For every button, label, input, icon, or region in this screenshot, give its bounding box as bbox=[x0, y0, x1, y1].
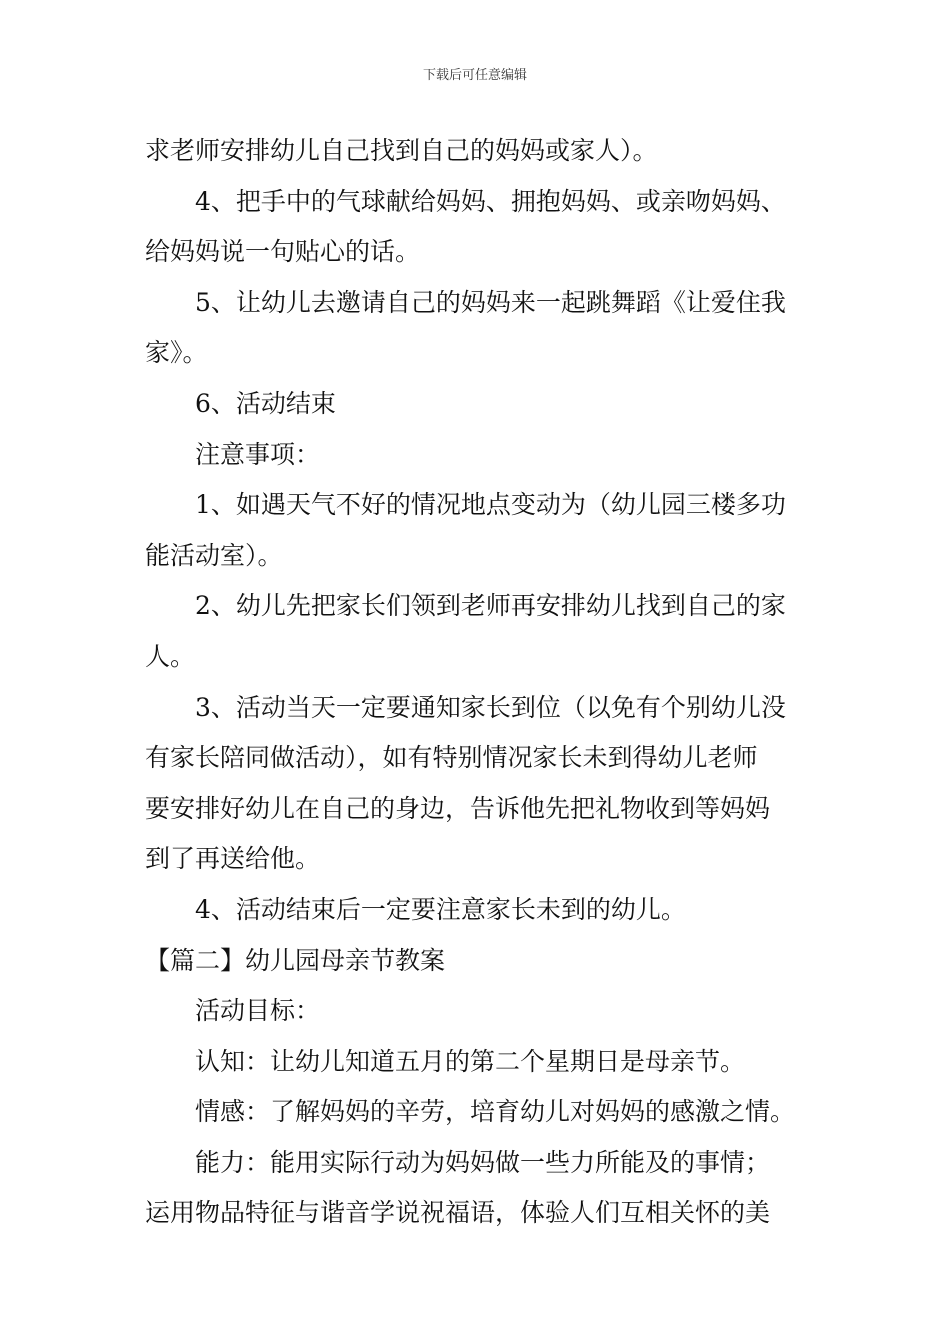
document-body bbox=[145, 126, 813, 1239]
text-line: 人。 bbox=[145, 641, 196, 671]
section-heading: 【篇二】幼儿园母亲节教案 bbox=[145, 945, 446, 975]
text-line: 4、把手中的气球献给妈妈、拥抱妈妈、或亲吻妈妈、 bbox=[195, 186, 786, 216]
text-line: 活动目标： bbox=[195, 996, 321, 1026]
text-line: 要安排好幼儿在自己的身边，告诉他先把礼物收到等妈妈 bbox=[145, 793, 771, 823]
text-line: 6、活动结束 bbox=[195, 388, 336, 418]
text-line: 能力：能用实际行动为妈妈做一些力所能及的事情； bbox=[195, 1147, 771, 1177]
text-line: 运用物品特征与谐音学说祝福语，体验人们互相关怀的美 bbox=[145, 1198, 771, 1228]
text-line: 家》。 bbox=[145, 338, 208, 368]
text-line: 1、如遇天气不好的情况地点变动为（幼儿园三楼多功 bbox=[195, 490, 786, 520]
text-line: 4、活动结束后一定要注意家长未到的幼儿。 bbox=[195, 894, 686, 924]
text-line: 给妈妈说一句贴心的话。 bbox=[145, 237, 421, 267]
text-line: 求老师安排幼儿自己找到自己的妈妈或家人）。 bbox=[145, 136, 658, 165]
text-line: 情感：了解妈妈的辛劳，培育幼儿对妈妈的感激之情。 bbox=[195, 1097, 796, 1127]
page-header-note: 下载后可任意编辑 bbox=[422, 68, 527, 83]
text-line: 3、活动当天一定要通知家长到位（以免有个别幼儿没 bbox=[195, 692, 786, 722]
text-line: 2、幼儿先把家长们领到老师再安排幼儿找到自己的家 bbox=[195, 591, 786, 621]
text-line: 注意事项： bbox=[195, 439, 321, 469]
text-line: 能活动室）。 bbox=[145, 540, 283, 570]
text-line: 到了再送给他。 bbox=[145, 844, 321, 874]
text-line: 5、让幼儿去邀请自己的妈妈来一起跳舞蹈《让爱住我 bbox=[195, 287, 786, 317]
text-line: 认知：让幼儿知道五月的第二个星期日是母亲节。 bbox=[195, 1046, 746, 1076]
text-line: 有家长陪同做活动），如有特别情况家长未到得幼儿老师 bbox=[145, 743, 758, 773]
